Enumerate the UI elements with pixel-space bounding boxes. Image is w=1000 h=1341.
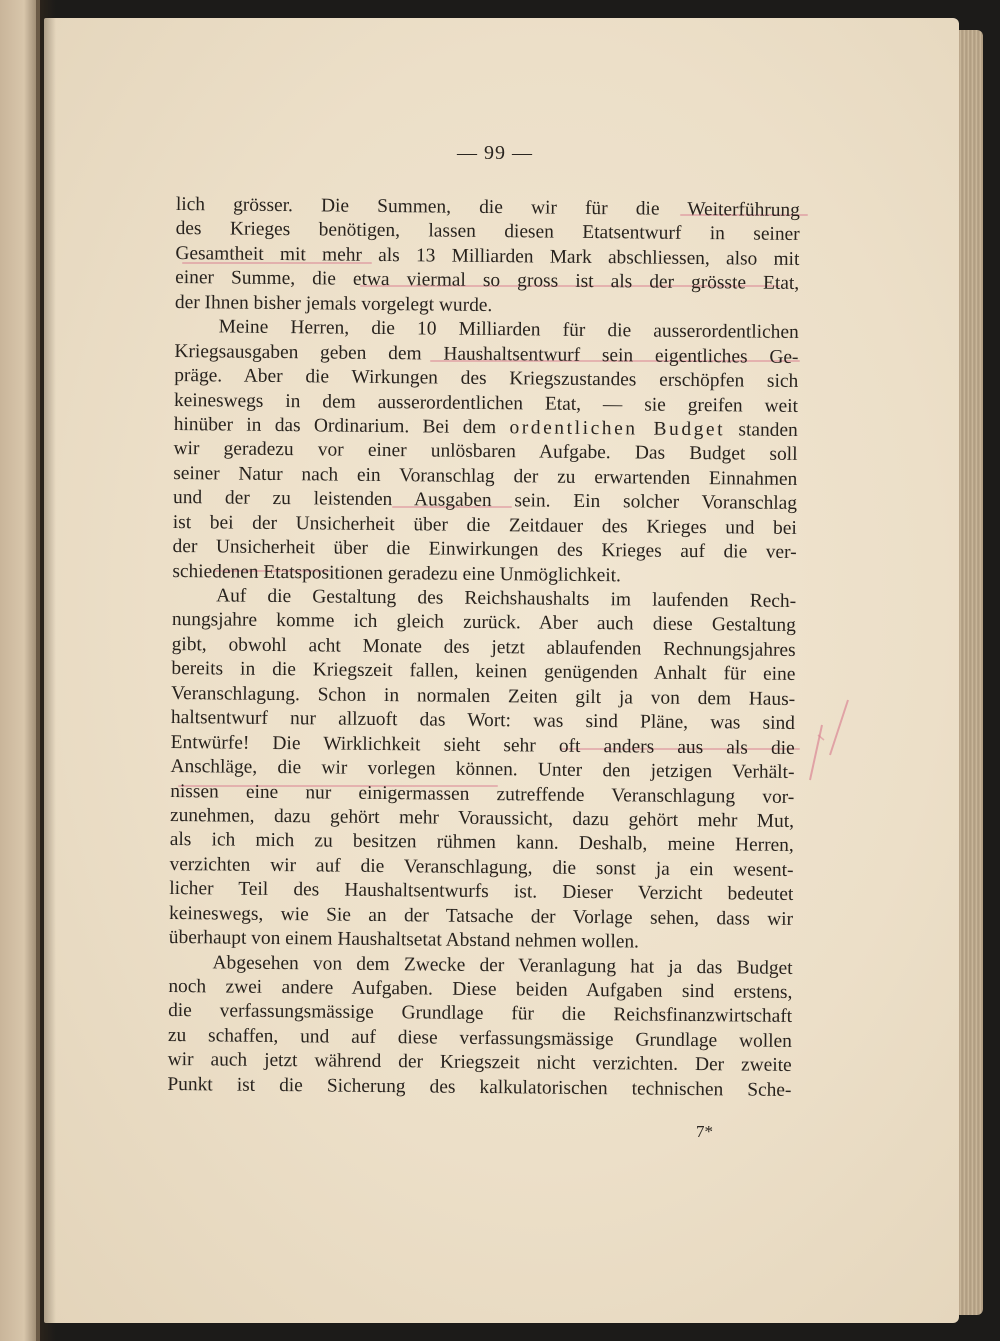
page-number: — 99 —: [457, 142, 533, 164]
text-line: Entwürfe! Die Wirklichkeit sieht sehr oft anders aus als die: [170, 731, 795, 759]
text-line: bereits in die Kriegszeit fallen, keinen genügenden Anhalt für eine: [171, 658, 796, 686]
text-line: Veranschlagung. Schon in normalen Zeiten gilt ja von dem Haus-: [171, 682, 796, 710]
text-line: Gesamtheit mit mehr als 13 Milliarden Mark abschliessen, also mit: [175, 242, 800, 270]
text-line: des Krieges benötigen, lassen diesen Etatsentwurf in seiner: [175, 218, 800, 246]
text-line: und der zu leistenden Ausgaben sein. Ein solcher Voranschlag: [172, 487, 798, 515]
text-line: einer Summe, die etwa viermal so gross ist als der grösste Etat,: [175, 267, 800, 295]
pencil-margin-mark-icon: [800, 695, 860, 785]
previous-page-edge: [0, 0, 40, 1341]
text-line: Anschläge, die wir vorlegen können. Unter den jetzigen Verhält-: [170, 756, 795, 784]
text-line: nissen eine nur einigermassen zutreffende Veranschlagung vor-: [170, 780, 795, 808]
text-line: zu schaffen, und auf diese verfassungsmässige Grundlage wollen: [167, 1024, 792, 1052]
text-segment: standen: [725, 419, 798, 441]
text-line: seiner Natur nach ein Voranschlag der zu erwartenden Einnahmen: [173, 462, 798, 490]
text-line: keineswegs, wie Sie an der Tatsache der Vorlage sehen, dass wir: [168, 902, 794, 930]
text-line: lich grösser. Die Summen, die wir für die Weiterführung: [175, 193, 800, 221]
text-line: der Unsicherheit über die Einwirkungen des Krieges auf die ver-: [172, 536, 797, 564]
printer-signature-mark: 7*: [696, 1122, 713, 1141]
text-line: wir geradezu vor einer unlösbaren Aufgabe. Das Budget soll: [173, 438, 798, 466]
text-line: Kriegsausgaben geben dem Haushaltsentwurf sein eigentliches Ge-: [174, 340, 799, 368]
text-line: licher Teil des Haushaltsentwurfs ist. Dieser Verzicht bedeutet: [169, 878, 794, 906]
text-segment: hinüber in das Ordinarium. Bei dem: [173, 413, 510, 439]
text-line: Abgesehen von dem Zwecke der Veranlagung hat ja das Budget: [212, 951, 793, 979]
text-line: zunehmen, dazu gehört mehr Voraussicht, dazu gehört mehr Mut,: [169, 804, 795, 832]
text-line: verzichten wir auf die Veranschlagung, die sonst ja ein wesent-: [169, 853, 794, 881]
book-gutter-shadow: [36, 0, 56, 1341]
text-line: der Ihnen bisher jemals vorgelegt wurde.: [174, 291, 493, 316]
text-line: präge. Aber die Wirkungen des Kriegszustandes erschöpfen sich: [174, 365, 799, 393]
text-line: nungsjahre komme ich gleich zurück. Aber auch diese Gestaltung: [171, 609, 796, 637]
text-line: die verfassungsmässige Grundlage für die Reichsfinanzwirtschaft: [168, 1000, 793, 1028]
text-line: schiedenen Etatspositionen geradezu eine Unmöglichkeit.: [172, 560, 621, 586]
text-line: haltsentwurf nur allzuoft das Wort: was sind Pläne, was sind: [170, 707, 796, 735]
text-line: keineswegs in dem ausserordentlichen Etat, — sie greifen weit: [173, 389, 799, 417]
text-line: gibt, obwohl acht Monate des jetzt ablaufenden Rechnungsjahres: [171, 633, 796, 661]
text-line: Meine Herren, die 10 Milliarden für die ausserordentlichen: [218, 316, 799, 344]
page-body-text: [167, 193, 800, 1103]
text-line: wir auch jetzt während der Kriegszeit nicht verzichten. Der zweite: [167, 1049, 792, 1077]
emphasized-text: ordentlichen Budget: [509, 417, 726, 441]
text-line: Punkt ist die Sicherung des kalkulatorischen technischen Sche-: [167, 1073, 792, 1101]
text-line: ist bei der Unsicherheit über die Zeitdauer des Krieges und bei: [172, 511, 797, 539]
text-line: als ich mich zu besitzen rühmen kann. Deshalb, meine Herren,: [169, 829, 794, 857]
text-line: Auf die Gestaltung des Reichshaushalts im laufenden Rech-: [216, 585, 797, 612]
text-line: überhaupt von einem Haushaltsetat Abstand nehmen wollen.: [168, 927, 640, 953]
text-line: noch zwei andere Aufgaben. Diese beiden Aufgaben sind erstens,: [168, 975, 793, 1003]
